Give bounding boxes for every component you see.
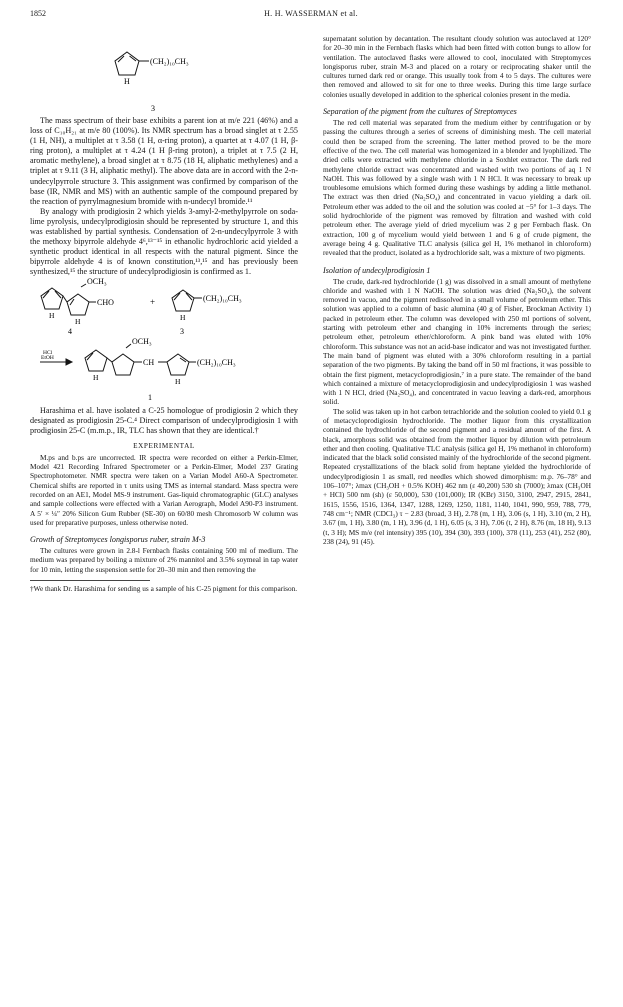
- scheme-cho: CHO: [97, 297, 114, 307]
- page-number: 1852: [30, 9, 46, 18]
- harashima-paragraph: Harashima et al. have isolated a C-25 homologue of prodigiosin 2 which they designated as prodigiosin 25-C.⁴ Direct comparison of undecylprodigiosin 1 with prodigiosin 25-C (m.m.p., IR, TLC has shown that they are identical.†: [30, 405, 298, 435]
- culture-paragraph: supernatant solution by decantation. The resultant cloudy solution was autoclaved at 120° for 20–30 min in the Fernbach flasks which had been fitted with cotton bungs to allow for ventilation. The autoclaved flasks were allowed to cool, inoculated with Streptomyces longisporus ruber, strain M-3 and placed on a rotary or reciprocating shaker until the cultures turned dark red or orange. This usually took from 4 to 5 days. The cultures were then removed and allowed to sit for one to three weeks. During this time large surface colonies usually developed in addition to the spherical colonies present in the media.: [323, 34, 591, 99]
- synthesis-scheme: [30, 278, 298, 406]
- scheme-plus: +: [150, 296, 156, 307]
- scheme-h-a: H: [49, 310, 55, 320]
- scheme-reagent-etoh: EtOH: [41, 354, 54, 361]
- isolation-heading: Isolation of undecylprodigiosin 1: [323, 265, 431, 275]
- scheme-h-e: H: [175, 376, 181, 386]
- separation-paragraph: The red cell material was separated from the medium either by centrifugation or by passing the cultures through a series of screens of diminishing mesh. The cell material could then be scraped from the screening. The latter method proved to be the more effective of the two. The cell material was homogenized in a blender and lyophilized. The dried cells were extracted with methylene chloride in a Soxhlet extractor. The dark red methylene chloride extract was concentrated and washed with two portions of aq 1 N NaOH. This was followed by a single wash with 1 N HCl. It was necessary to break up troublesome emulsions which formed during these washings by adding a little methanol. The extract was then dried (Na₂SO₄) and concentrated in vacuo yielding a dark oil. Petroleum ether was added to the oil and the solution was cooled at −5° for 1–3 days. The solid hydrochloride of the pigment was removed by filtration and washed with cold petroleum ether. The average yield of dried mycelium was 2 g per Fernbach flask. On extraction, 100 g of mycelium would yield between 1 and 6 g of crude pigment, the average being 4 g. Qualitative TLC analysis (silica gel H, 1% methanol in chloroform) revealed that the product, isolated as a hydrochloride salt, was a mixture of two pigments.: [323, 118, 591, 258]
- separation-heading: Separation of the pigment from the cultures of Streptomyces: [323, 107, 517, 117]
- structure-3-undecylpyrrole: [89, 34, 239, 116]
- experimental-heading: EXPERIMENTAL: [133, 441, 195, 450]
- synthesis-paragraph: By analogy with prodigiosin 2 which yields 3-amyl-2-methylpyrrole on soda-lime pyrolysis, undecylprodigiosin should be represented by structure 1, and this was established by partial synthesis. Condensation of 2-n-undecylpyrrole 3 with the methoxy bipyrrole aldehyde 4⁶,¹³⁻¹⁵ in ethanolic hydrochloric acid yielded a synthetic product identical in all respects with the natural pigment. Since the bipyrrole aldehyde 4 is of known constitution,¹³,¹⁵ and has previously been synthesized,¹⁵ the structure of undecylprodigiosin is confirmed as 1.: [30, 206, 298, 277]
- growth-heading: Growth of Streptomyces longisporus ruber, strain M-3: [30, 535, 206, 545]
- page-header: [30, 9, 592, 23]
- scheme-chain-3: (CH₂)₁₀CH₃: [203, 293, 242, 303]
- crystallization-paragraph: The solid was taken up in hot carbon tetrachloride and the solution cooled to yield 0.1 g of metacycloprodigiosin hydrochloride. The mother liquor from this crystallization contained the hydrochloride of the second pigment and a residual amount of the first. A black, amorphous solid was obtained from the mother liquor by dilution with petroleum ether and then cooling. Qualitative TLC analysis (silica gel H, 1% methanol in chloroform) indicated that the black solid consisted mainly of the hydrochloride of the second pigment. Repeated crystallizations of the black solid from heptane yielded the hydrochloride of undecylprodigiosin 1 as small, red needles which showed dimorphism: m.p. 76–78° and 106–107°; λmax (CH₃OH + 0.5% KOH) 462 nm (ε 40,200) 530 sh (7000); λmax (CH₃OH + HCl) 500 nm (sh) (ε 50,000), 530 (101,000); IR (KBr) 3150, 3100, 2947, 2915, 2841, 1615, 1556, 1516, 1364, 1347, 1288, 1269, 1250, 1181, 1140, 1041, 990, 959, 788, 779, 748 cm⁻¹; NMR (CDCl₃) τ − 2.83 (broad, 3 H), 2.78 (m, 1 H), 3.06 (s, 1 H), 3.10 (m, 2 H), 3.67 (m, 1 H), 3.80 (m, 1 H), 3.96 (d, 1 H), 6.05 (s, 3 H), 7.06 (t, 2 H), 8.76 (m, 18 H), 9.13 (t, 3 H); MS m/e (rel intensity) 395 (10), 394 (30), 393 (100), 378 (11), 253 (41), 252 (80), 238 (24), 91 (45).: [323, 406, 591, 546]
- scheme-och3-product: OCH₃: [132, 336, 152, 346]
- scheme-label-1: 1: [148, 392, 152, 402]
- scheme-ch: CH: [143, 357, 155, 367]
- isolation-paragraph: The crude, dark-red hydrochloride (1 g) was dissolved in a small amount of methylene chloride and washed with 1 N NaOH. The solution was dried (Na₂SO₄), the solvent removed in vacuo, and the pigment redissolved in a small volume of petroleum ether. This solution was applied to a column of basic alumina (40 g of Fisher, Brockman Activity 1) packed in petroleum ether. The column was developed with 250 ml portions of solvent, starting with petroleum ether and changing in 10% increments through the series; petroleum ether, petroleum ether/chloroform. A pink band was eluted with 10% chloroform. This substance was not an acid-base indicator and was not investigated further. The main band of pigment was eluted with a 30% chloroform resulting in a partial separation of the two pigments. By taking the band off in 50 ml fractions, it was possible to obtain the first pigment, metacycloprodigiosin,⁷ in a pure state. The remainder of the band which contained a mixture of metacycloprodigiosin and undecylprodigiosin 1 was washed with 1 N HCl, dried (Na₂SO₄), and concentrated in vacuo leaving a dark-red, amorphous solid.: [323, 276, 591, 407]
- scheme-chain-1: (CH₂)₁₀CH₃: [197, 357, 236, 367]
- structure-3-chain: (CH₂)₁₀CH₃: [150, 57, 189, 66]
- scheme-h-c: H: [180, 312, 186, 322]
- growth-paragraph: The cultures were grown in 2.8-l Fernbach flasks containing 500 ml of medium. The medium was prepared by boiling a mixture of 2% mannitol and 3.5% soymeal in tap water for 10 min, letting the suspension settle for 20–30 min and then removing the: [30, 546, 298, 574]
- structure-3-label: 3: [151, 104, 155, 113]
- scheme-label-3: 3: [180, 326, 184, 336]
- right-column: [323, 34, 591, 546]
- mass-spectrum-paragraph: The mass spectrum of their base exhibits a parent ion at m/e 221 (46%) and a loss of C₁₀H₂₁ at m/e 80 (100%). Its NMR spectrum has a broad singlet at τ 2.55 (1 H, NH), a multiplet at τ 3.58 (1 H, α-ring proton), a quartet at τ 4.07 (1 H, β-ring proton), a multiplet at τ 4.24 (1 H β-ring proton), a triplet at τ 7.5 (2 H, aromatic methylene), a broad singlet at τ 8.75 (18 H, aliphatic methylenes) and a triplet at τ 9.11 (3 H, aliphatic methyl). The above data are in accord with the 2-n-undecylpyrrole structure 3. This assignment was confirmed by comparison of the base (IR, NMR and MS) with an authentic sample of the compound prepared by the reaction of pyrrylmagnesium bromide with n-undecyl bromide.¹¹: [30, 116, 298, 206]
- scheme-och3-aldehyde: OCH₃: [87, 277, 107, 286]
- instruments-paragraph: M.ps and b.ps are uncorrected. IR spectra were recorded on either a Perkin-Elmer, Model 421 Recording Infrared Spectrometer or a Perkin-Elmer, Model 237 Grating Spectrophotometer. NMR spectra were taken on a Varian Model A60-A Spectrometer. Chemical shifts are reported in τ units using TMS as internal standard. Mass spectra were recorded on an AE1, Model MS-9 instrument. Gas-liquid chromatographic (GLC) analyses and sample collections were effected with a Varian Aerograph, Model A90-P3 instrument. A 5′ × ¼″ 20% Silicon Gum Rubber (SE-30) on 60/80 mesh Chromosorb W column was used for preparative purposes, unless otherwise noted.: [30, 452, 298, 527]
- footnote-rule: [30, 580, 150, 581]
- scheme-label-4: 4: [68, 326, 72, 336]
- scheme-reagent-hcl: HCl: [43, 349, 53, 356]
- scheme-h-d: H: [93, 372, 99, 382]
- left-column: [30, 34, 298, 593]
- footnote: †We thank Dr. Harashima for sending us a sample of his C-25 pigment for this comparison.: [30, 584, 298, 594]
- scheme-h-b: H: [75, 316, 81, 326]
- structure-3-nh: H: [124, 77, 130, 86]
- running-title: H. H. WASSERMAN et al.: [264, 9, 358, 18]
